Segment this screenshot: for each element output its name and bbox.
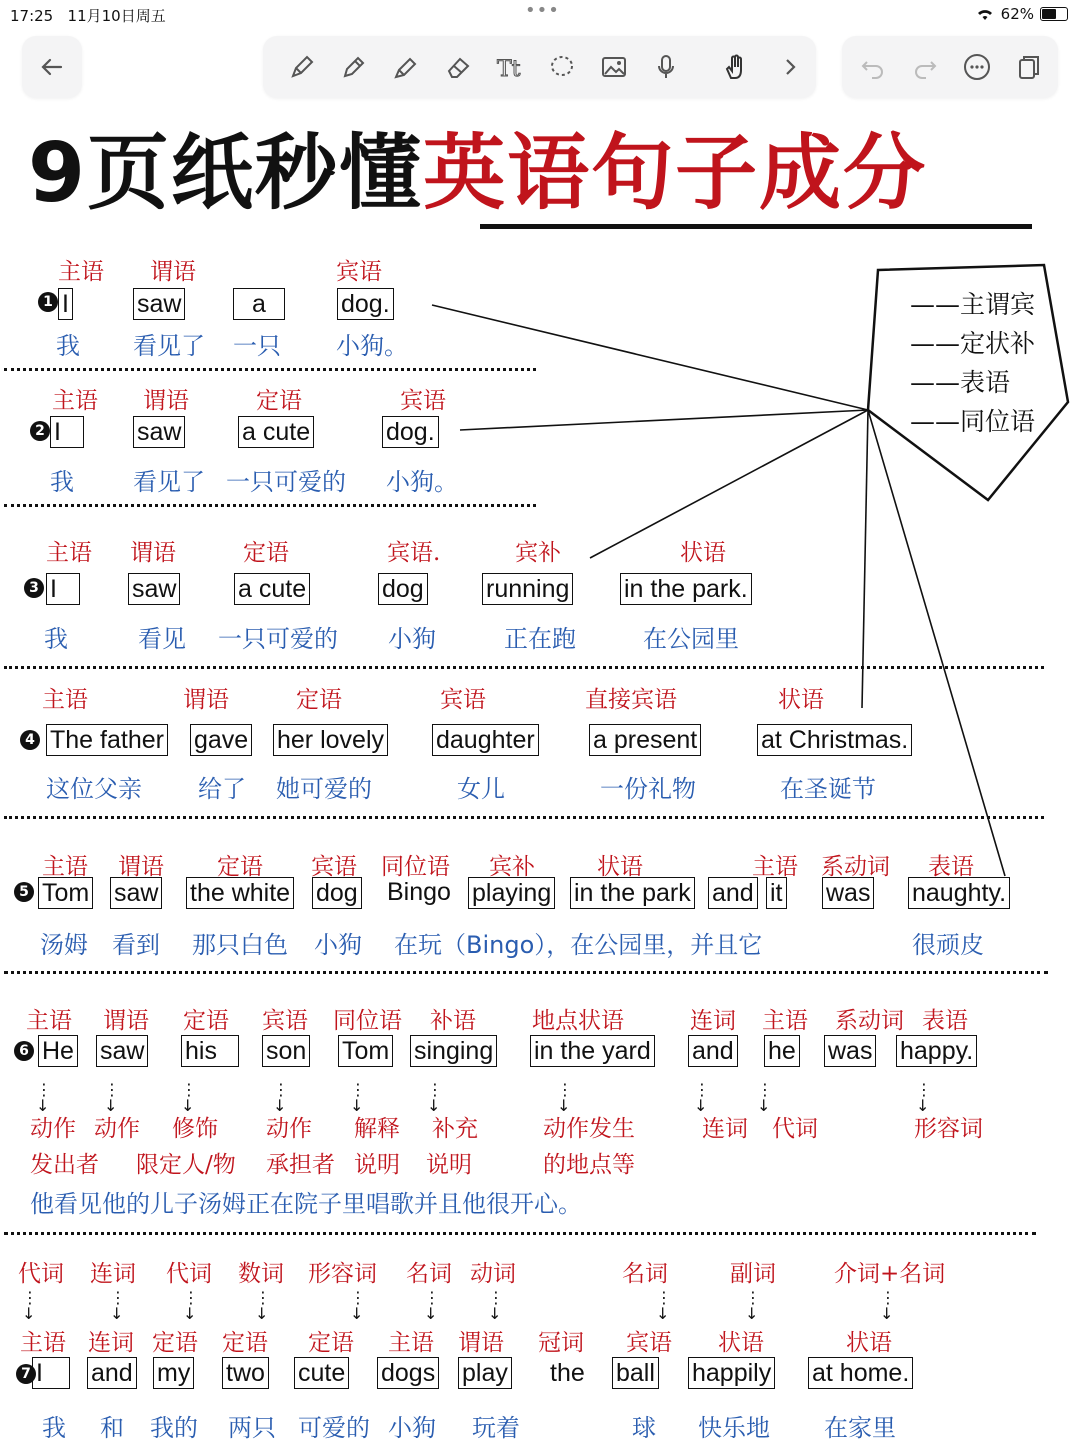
translation: 我 bbox=[56, 332, 80, 360]
translation: 给了 bbox=[198, 775, 246, 803]
word-box: Tom bbox=[338, 1035, 393, 1067]
arrow-down-icon: ⋮ ↓ bbox=[424, 1288, 440, 1323]
note: 发出者 bbox=[30, 1152, 99, 1178]
translation: 快乐地 bbox=[698, 1414, 770, 1442]
translation: 女儿 bbox=[457, 775, 505, 803]
translation: 看见 bbox=[138, 625, 186, 653]
label-conjunction: 连词 bbox=[690, 1008, 736, 1034]
divider bbox=[4, 1232, 1036, 1235]
word-box: he bbox=[764, 1035, 800, 1067]
sentence-number: 4 bbox=[20, 730, 40, 750]
sentence-number: 1 bbox=[38, 292, 58, 312]
sentence-number: 6 bbox=[14, 1041, 34, 1061]
translation: 一份礼物 bbox=[600, 775, 696, 803]
legend-item: ——表语 bbox=[910, 368, 1011, 397]
word-box: my bbox=[153, 1357, 194, 1389]
word-box: I bbox=[50, 416, 84, 448]
arrow-down-icon: ⋮ ↓ bbox=[656, 1288, 672, 1323]
label-linking-verb: 系动词 bbox=[835, 1008, 904, 1034]
label-attributive: 定语 bbox=[256, 388, 302, 414]
word-box: and bbox=[87, 1357, 137, 1389]
sentence-number: 7 bbox=[16, 1364, 36, 1384]
word-box: was bbox=[824, 1035, 876, 1067]
translation: 小狗 bbox=[314, 931, 362, 959]
label-appositive: 同位语 bbox=[333, 1008, 402, 1034]
word-box: He bbox=[38, 1035, 78, 1067]
label-predicate: 谓语 bbox=[183, 687, 229, 713]
word-box: in the park bbox=[570, 877, 695, 909]
label-attributive: 定语 bbox=[183, 1008, 229, 1034]
translation: 汤姆 bbox=[40, 931, 88, 959]
arrow-down-icon: ⋮ ↓ bbox=[110, 1288, 126, 1323]
word-box: dog bbox=[312, 877, 362, 909]
label-appositive: 同位语 bbox=[381, 854, 450, 880]
label-adverbial: 状语 bbox=[680, 540, 726, 566]
label-subject: 主语 bbox=[52, 388, 98, 414]
label-object: 宾语 bbox=[626, 1330, 672, 1356]
label-attributive: 定语 bbox=[296, 687, 342, 713]
status-time: 17:25 11月10日周五 bbox=[10, 7, 166, 25]
label-object: 宾语 bbox=[440, 687, 486, 713]
arrow-down-icon: ⋮ ↓ bbox=[916, 1080, 932, 1115]
translation: 这位父亲 bbox=[46, 775, 142, 803]
label-predicate: 谓语 bbox=[130, 540, 176, 566]
arrow-down-icon: ⋮ ↓ bbox=[22, 1288, 38, 1323]
arrow-down-icon: ⋮ ↓ bbox=[181, 1080, 197, 1115]
translation: 在玩（Bingo），在公园里，并且它 bbox=[394, 931, 763, 959]
legend-item: ——定状补 bbox=[910, 329, 1036, 358]
label-attributive: 定语 bbox=[222, 1330, 268, 1356]
translation: 一只可爱的 bbox=[226, 468, 346, 496]
label-attributive: 定语 bbox=[308, 1330, 354, 1356]
label-predicate: 谓语 bbox=[103, 1008, 149, 1034]
translation: 小狗。 bbox=[336, 332, 408, 360]
translation: 一只可爱的 bbox=[218, 625, 338, 653]
label-object: 宾语 bbox=[311, 854, 357, 880]
word-box: and bbox=[688, 1035, 738, 1067]
translation: 在圣诞节 bbox=[780, 775, 876, 803]
label-linking-verb: 系动词 bbox=[821, 854, 890, 880]
arrow-down-icon: ⋮ ↓ bbox=[694, 1080, 710, 1115]
arrow-down-icon: ⋮ ↓ bbox=[488, 1288, 504, 1323]
note: 解释 bbox=[354, 1116, 400, 1142]
label-direct-object: 直接宾语 bbox=[585, 687, 677, 713]
label-complement: 补语 bbox=[430, 1008, 476, 1034]
word-box: and bbox=[708, 877, 758, 909]
multitask-dots-icon[interactable]: ••• bbox=[525, 0, 560, 21]
word-box: a present bbox=[589, 724, 701, 756]
translation: 很顽皮 bbox=[912, 931, 984, 959]
sentence-number: 5 bbox=[14, 882, 34, 902]
word-box: gave bbox=[190, 724, 252, 756]
label-place-adverbial: 地点状语 bbox=[532, 1008, 624, 1034]
word-box: daughter bbox=[432, 724, 539, 756]
translation: 和 bbox=[100, 1414, 124, 1442]
label-attributive: 定语 bbox=[243, 540, 289, 566]
word-box: his bbox=[181, 1035, 239, 1067]
pos-label: 名词 bbox=[622, 1261, 668, 1287]
label-predicative: 表语 bbox=[922, 1008, 968, 1034]
note: 代词 bbox=[772, 1116, 818, 1142]
word-box: naughty. bbox=[908, 877, 1010, 909]
legend-item: ——同位语 bbox=[910, 407, 1036, 436]
label-subject: 主语 bbox=[762, 1008, 808, 1034]
word-box: a cute bbox=[238, 416, 314, 448]
translation: 一只 bbox=[233, 332, 281, 360]
label-object: 宾语 bbox=[336, 259, 382, 285]
label-subject: 主语 bbox=[26, 1008, 72, 1034]
word-box: I bbox=[46, 573, 80, 605]
divider bbox=[4, 971, 1048, 974]
note: 动作发生 bbox=[543, 1116, 635, 1142]
word-box: cute bbox=[294, 1357, 349, 1389]
label-predicate: 谓语 bbox=[118, 854, 164, 880]
label-subject: 主语 bbox=[388, 1330, 434, 1356]
word-box: at Christmas. bbox=[757, 724, 912, 756]
label-adverbial: 状语 bbox=[778, 687, 824, 713]
arrow-down-icon: ⋮ ↓ bbox=[104, 1080, 120, 1115]
pos-label: 代词 bbox=[166, 1261, 212, 1287]
translation: 玩着 bbox=[472, 1414, 520, 1442]
translation: 小狗 bbox=[388, 625, 436, 653]
label-predicate: 谓语 bbox=[143, 388, 189, 414]
translation: 在家里 bbox=[824, 1414, 896, 1442]
note: 形容词 bbox=[914, 1116, 983, 1142]
note: 承担者 bbox=[266, 1152, 335, 1178]
word-box: two bbox=[222, 1357, 269, 1389]
label-attributive: 定语 bbox=[152, 1330, 198, 1356]
translation: 两只 bbox=[228, 1414, 276, 1442]
arrow-down-icon: ⋮ ↓ bbox=[427, 1080, 443, 1115]
arrow-down-icon: ⋮ ↓ bbox=[255, 1288, 271, 1323]
pos-label: 副词 bbox=[730, 1261, 776, 1287]
word-plain: the bbox=[550, 1359, 585, 1387]
translation: 我 bbox=[42, 1414, 66, 1442]
arrow-down-icon: ⋮ ↓ bbox=[757, 1080, 773, 1115]
word-box: saw bbox=[133, 416, 185, 448]
word-box: a cute bbox=[234, 573, 310, 605]
legend-item: ——主谓宾 bbox=[910, 290, 1036, 319]
word-box: was bbox=[822, 877, 874, 909]
word-box: the white bbox=[186, 877, 294, 909]
label-adverbial: 状语 bbox=[846, 1330, 892, 1356]
translation: 球 bbox=[632, 1414, 656, 1442]
arrow-down-icon: ⋮ ↓ bbox=[183, 1288, 199, 1323]
pos-label: 数词 bbox=[238, 1261, 284, 1287]
word-box: saw bbox=[133, 288, 185, 320]
label-subject: 主语 bbox=[42, 687, 88, 713]
word-box: a bbox=[233, 288, 285, 320]
divider bbox=[4, 504, 536, 507]
translation: 她可爱的 bbox=[276, 775, 372, 803]
arrow-down-icon: ⋮ ↓ bbox=[557, 1080, 573, 1115]
pos-label: 形容词 bbox=[308, 1261, 377, 1287]
word-box: The father bbox=[46, 724, 168, 756]
word-box: I bbox=[58, 288, 73, 320]
translation: 正在跑 bbox=[504, 625, 576, 653]
note: 修饰 bbox=[172, 1116, 218, 1142]
label-subject: 主语 bbox=[46, 540, 92, 566]
word-box: saw bbox=[128, 573, 180, 605]
word-box: it bbox=[766, 877, 787, 909]
label-attributive: 定语 bbox=[217, 854, 263, 880]
label-object: 宾语 bbox=[262, 1008, 308, 1034]
page-title: 9页纸秒懂英语句子成分 bbox=[28, 126, 928, 221]
word-plain: Bingo bbox=[387, 878, 451, 906]
label-subject: 主语 bbox=[20, 1330, 66, 1356]
translation: 那只白色 bbox=[192, 931, 288, 959]
word-box: Tom bbox=[38, 877, 93, 909]
divider bbox=[4, 816, 1044, 819]
label-predicate: 谓语 bbox=[458, 1330, 504, 1356]
word-box: ball bbox=[612, 1357, 659, 1389]
word-box: play bbox=[458, 1357, 512, 1389]
label-object-complement: 宾补 bbox=[489, 854, 535, 880]
sentence-number: 3 bbox=[24, 578, 44, 598]
word-box: dog. bbox=[337, 288, 394, 320]
battery-percent: 62% bbox=[1000, 5, 1034, 23]
pos-label: 名词 bbox=[406, 1261, 452, 1287]
translation: 在公园里 bbox=[643, 625, 739, 653]
translation: 可爱的 bbox=[298, 1414, 370, 1442]
note: 补充 bbox=[432, 1116, 478, 1142]
word-box: saw bbox=[96, 1035, 148, 1067]
label-object: 宾语 bbox=[400, 388, 446, 414]
translation: 看见了 bbox=[133, 468, 205, 496]
word-box: dog. bbox=[382, 416, 439, 448]
translation: 他看见他的儿子汤姆正在院子里唱歌并且他很开心。 bbox=[30, 1190, 582, 1218]
label-object-complement: 宾补 bbox=[515, 540, 561, 566]
sentence-number: 2 bbox=[30, 421, 50, 441]
arrow-down-icon: ⋮ ↓ bbox=[350, 1080, 366, 1115]
word-box: her lovely bbox=[273, 724, 388, 756]
note: 的地点等 bbox=[543, 1152, 635, 1178]
note: 动作 bbox=[266, 1116, 312, 1142]
word-box: at home. bbox=[808, 1357, 913, 1389]
divider bbox=[4, 666, 1044, 669]
word-box: running bbox=[482, 573, 573, 605]
word-box: happily bbox=[688, 1357, 775, 1389]
note: 动作 bbox=[94, 1116, 140, 1142]
translation: 小狗。 bbox=[386, 468, 458, 496]
label-article: 冠词 bbox=[538, 1330, 584, 1356]
label-predicate: 谓语 bbox=[150, 259, 196, 285]
note: 连词 bbox=[702, 1116, 748, 1142]
label-subject: 主语 bbox=[58, 259, 104, 285]
arrow-down-icon: ⋮ ↓ bbox=[36, 1080, 52, 1115]
note: 动作 bbox=[30, 1116, 76, 1142]
word-box: dogs bbox=[377, 1357, 439, 1389]
word-box: I bbox=[32, 1357, 70, 1389]
translation: 看见了 bbox=[133, 332, 205, 360]
arrow-down-icon: ⋮ ↓ bbox=[880, 1288, 896, 1323]
translation: 小狗 bbox=[388, 1414, 436, 1442]
divider bbox=[4, 368, 536, 371]
translation: 我的 bbox=[150, 1414, 198, 1442]
word-box: happy. bbox=[896, 1035, 977, 1067]
pos-label: 动词 bbox=[470, 1261, 516, 1287]
label-adverbial: 状语 bbox=[718, 1330, 764, 1356]
label-object: 宾语. bbox=[387, 540, 441, 566]
pos-label: 代词 bbox=[18, 1261, 64, 1287]
label-predicative: 表语 bbox=[928, 854, 974, 880]
translation: 我 bbox=[44, 625, 68, 653]
pos-label: 介词+名词 bbox=[834, 1261, 946, 1287]
arrow-down-icon: ⋮ ↓ bbox=[745, 1288, 761, 1323]
arrow-down-icon: ⋮ ↓ bbox=[273, 1080, 289, 1115]
translation: 看到 bbox=[112, 931, 160, 959]
word-box: in the park. bbox=[620, 573, 752, 605]
label-adverbial: 状语 bbox=[597, 854, 643, 880]
note: 限定人/物 bbox=[136, 1152, 236, 1178]
word-box: dog bbox=[378, 573, 428, 605]
arrow-down-icon: ⋮ ↓ bbox=[350, 1288, 366, 1323]
word-box: saw bbox=[110, 877, 162, 909]
translation: 我 bbox=[50, 468, 74, 496]
word-box: playing bbox=[468, 877, 555, 909]
pos-label: 连词 bbox=[90, 1261, 136, 1287]
label-conjunction: 连词 bbox=[88, 1330, 134, 1356]
note: 说明 bbox=[354, 1152, 400, 1178]
svg-text:Tt: Tt bbox=[497, 57, 521, 82]
label-subject: 主语 bbox=[752, 854, 798, 880]
word-box: son bbox=[262, 1035, 310, 1067]
word-box: in the yard bbox=[530, 1035, 655, 1067]
note: 说明 bbox=[426, 1152, 472, 1178]
word-box: singing bbox=[410, 1035, 497, 1067]
label-subject: 主语 bbox=[42, 854, 88, 880]
